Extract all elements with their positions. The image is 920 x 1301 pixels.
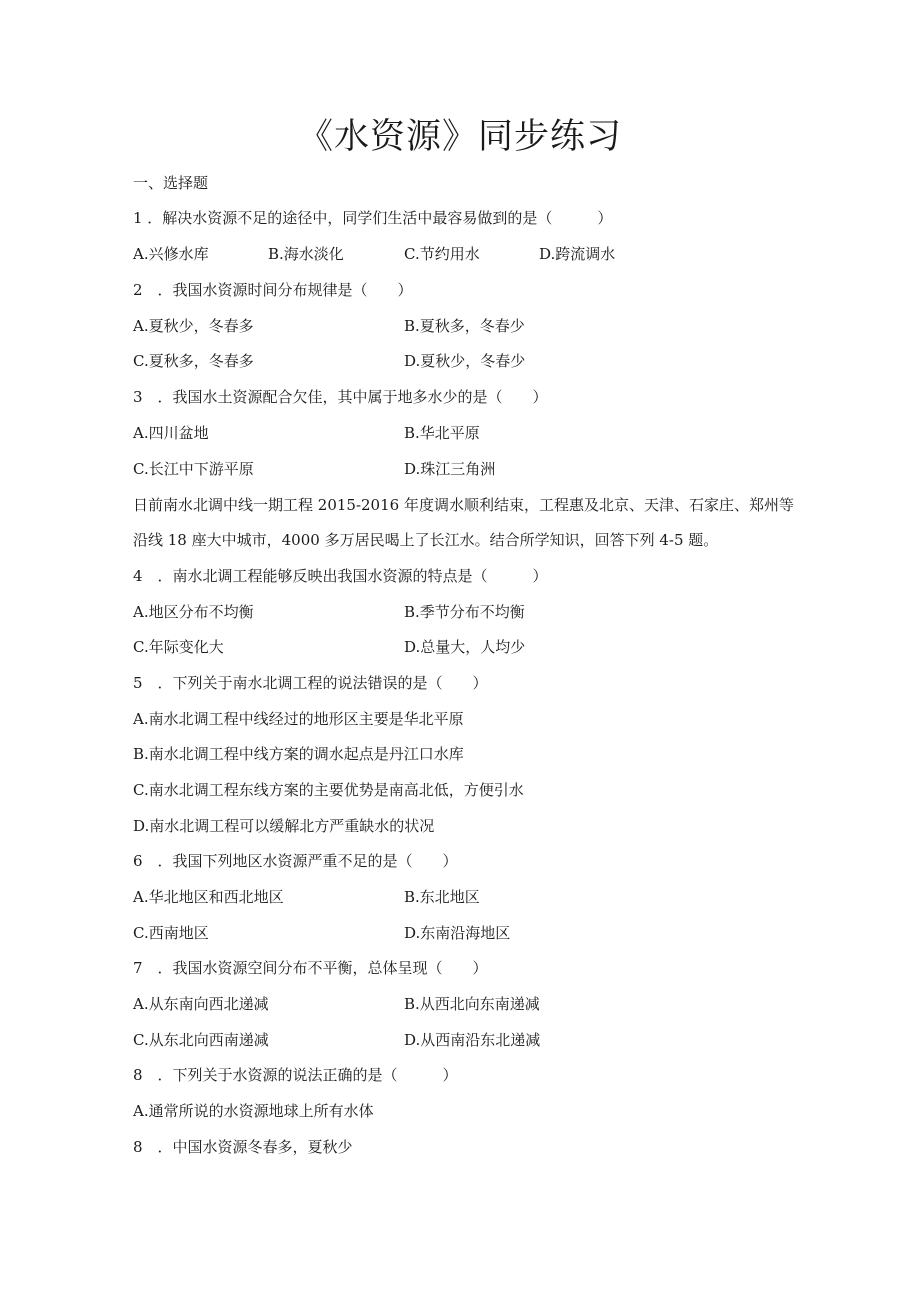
question-3-option-b: B.华北平原 — [404, 424, 480, 442]
question-6-option-c: C.西南地区 — [133, 924, 209, 942]
question-2-option-c: C.夏秋多，冬春多 — [133, 352, 254, 370]
question-8-option-a: A.通常所说的水资源地球上所有水体 — [133, 1102, 374, 1120]
question-3-stem: 3 ．我国水土资源配合欠佳，其中属于地多水少的是（ ） — [133, 388, 548, 406]
question-2-option-a: A.夏秋少，冬春多 — [133, 317, 254, 335]
question-3-option-c: C.长江中下游平原 — [133, 460, 254, 478]
question-5-stem: 5 ．下列关于南水北调工程的说法错误的是（ ） — [133, 674, 488, 692]
question-1-option-d: D.跨流调水 — [539, 245, 616, 263]
passage-line-2: 沿线 18 座大中城市，4000 多万居民喝上了长江水。结合所学知识，回答下列 4-5 题。 — [133, 531, 719, 549]
question-2-option-d: D.夏秋少，冬春少 — [404, 352, 526, 370]
question-6-option-d: D.东南沿海地区 — [404, 924, 511, 942]
question-5-option-b: B.南水北调工程中线方案的调水起点是丹江口水库 — [133, 745, 464, 763]
passage-line-1: 日前南水北调中线一期工程 2015-2016 年度调水顺利结束，工程惠及北京、天津、石家庄、郑州等 — [133, 496, 794, 514]
question-5-option-c: C.南水北调工程东线方案的主要优势是南高北低，方便引水 — [133, 781, 524, 799]
question-5-option-a: A.南水北调工程中线经过的地形区主要是华北平原 — [133, 710, 464, 728]
question-1-option-b: B.海水淡化 — [268, 245, 344, 263]
question-4-option-c: C.年际变化大 — [133, 638, 224, 656]
question-7-option-b: B.从西北向东南递减 — [404, 995, 540, 1013]
question-6-stem: 6 ．我国下列地区水资源严重不足的是（ ） — [133, 852, 458, 870]
question-1-option-c: C.节约用水 — [404, 245, 480, 263]
question-7-stem: 7 ．我国水资源空间分布不平衡，总体呈现（ ） — [133, 959, 488, 977]
question-4-stem: 4 ．南水北调工程能够反映出我国水资源的特点是（ ） — [133, 567, 548, 585]
question-7-option-a: A.从东南向西北递减 — [133, 995, 269, 1013]
question-1-stem: 1 ．解决水资源不足的途径中，同学们生活中最容易做到的是（ ） — [133, 209, 613, 227]
question-3-option-d: D.珠江三角洲 — [404, 460, 496, 478]
question-3-option-a: A.四川盆地 — [133, 424, 209, 442]
question-2-stem: 2 ．我国水资源时间分布规律是（ ） — [133, 281, 413, 299]
question-4-option-a: A.地区分布不均衡 — [133, 603, 254, 621]
section-heading: 一、选择题 — [133, 174, 209, 192]
question-6-option-a: A.华北地区和西北地区 — [133, 888, 284, 906]
question-1-option-a: A.兴修水库 — [133, 245, 209, 263]
question-2-option-b: B.夏秋多，冬春少 — [404, 317, 525, 335]
document-title: 《水资源》同步练习 — [297, 117, 622, 157]
question-6-option-b: B.东北地区 — [404, 888, 480, 906]
question-4-option-b: B.季节分布不均衡 — [404, 603, 525, 621]
question-7-option-c: C.从东北向西南递减 — [133, 1031, 269, 1049]
question-8-option-b: 8 ．中国水资源冬春多，夏秋少 — [133, 1138, 353, 1156]
question-8-stem: 8 ．下列关于水资源的说法正确的是（ ） — [133, 1066, 458, 1084]
question-5-option-d: D.南水北调工程可以缓解北方严重缺水的状况 — [133, 817, 435, 835]
question-4-option-d: D.总量大，人均少 — [404, 638, 526, 656]
question-7-option-d: D.从西南沿东北递减 — [404, 1031, 541, 1049]
